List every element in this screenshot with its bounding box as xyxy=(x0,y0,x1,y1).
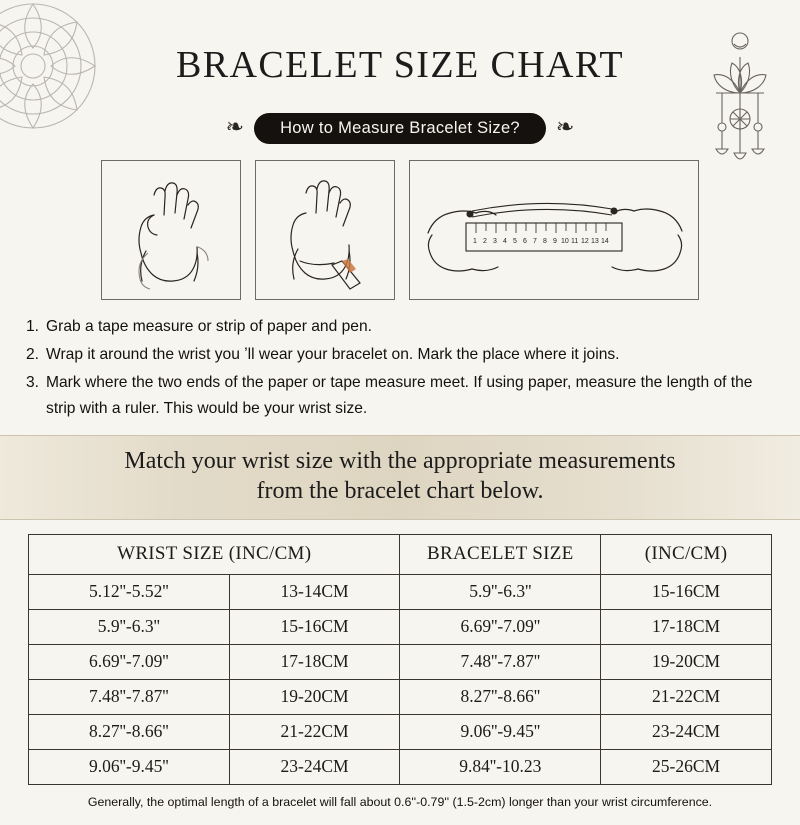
size-chart-table xyxy=(28,534,772,785)
cell-wrist-cm: 19-20CM xyxy=(229,680,400,715)
measure-steps-list xyxy=(26,314,774,421)
step-number: 3. xyxy=(26,374,40,392)
cell-bracelet-cm: 19-20CM xyxy=(601,645,772,680)
illustration-hand-with-tape-measure xyxy=(101,160,241,300)
illustration-hand-with-paper-strip xyxy=(255,160,395,300)
table-row xyxy=(29,680,772,715)
column-header-bracelet-size: BRACELET SIZE xyxy=(400,535,601,575)
page-title: BRACELET SIZE CHART xyxy=(176,44,624,87)
table-row xyxy=(29,645,772,680)
step-text: Grab a tape measure or strip of paper and pen. xyxy=(46,317,372,335)
cell-bracelet-cm: 21-22CM xyxy=(601,680,772,715)
match-size-banner xyxy=(0,435,800,521)
list-item xyxy=(26,342,774,367)
svg-text:9: 9 xyxy=(553,237,557,245)
svg-text:6: 6 xyxy=(523,237,527,245)
cell-wrist-cm: 21-22CM xyxy=(229,715,400,750)
banner-line-1: Match your wrist size with the appropriate measurements xyxy=(124,447,676,474)
table-row xyxy=(29,610,772,645)
flourish-left-icon: ❧ xyxy=(225,115,245,141)
table-header-row xyxy=(29,535,772,575)
cell-wrist-inches: 8.27''-8.66'' xyxy=(29,715,230,750)
svg-text:13: 13 xyxy=(591,237,599,245)
cell-bracelet-inches: 6.69''-7.09'' xyxy=(400,610,601,645)
table-row xyxy=(29,750,772,785)
list-item xyxy=(26,314,774,339)
cell-wrist-cm: 13-14CM xyxy=(229,575,400,610)
step-text: Wrap it around the wrist you ʼll wear your bracelet on. Mark the place where it joins. xyxy=(46,346,620,364)
step-number: 2. xyxy=(26,346,40,364)
svg-text:11: 11 xyxy=(571,237,579,245)
column-header-bracelet-unit: (INC/CM) xyxy=(601,535,772,575)
cell-wrist-inches: 7.48''-7.87'' xyxy=(29,680,230,715)
cell-bracelet-cm: 15-16CM xyxy=(601,575,772,610)
how-to-measure-pill: How to Measure Bracelet Size? xyxy=(254,113,546,144)
cell-bracelet-inches: 9.84''-10.23 xyxy=(400,750,601,785)
cell-bracelet-inches: 8.27''-8.66'' xyxy=(400,680,601,715)
list-item xyxy=(26,370,774,421)
cell-wrist-inches: 5.9''-6.3'' xyxy=(29,610,230,645)
svg-text:3: 3 xyxy=(493,237,497,245)
column-header-wrist-size: WRIST SIZE (INC/CM) xyxy=(29,535,400,575)
cell-wrist-cm: 23-24CM xyxy=(229,750,400,785)
table-row xyxy=(29,575,772,610)
illustration-strip xyxy=(0,160,800,300)
svg-text:10: 10 xyxy=(561,237,569,245)
table-row xyxy=(29,715,772,750)
cell-wrist-inches: 6.69''-7.09'' xyxy=(29,645,230,680)
cell-bracelet-inches: 5.9''-6.3'' xyxy=(400,575,601,610)
svg-text:5: 5 xyxy=(513,237,517,245)
step-number: 1. xyxy=(26,317,40,335)
svg-text:7: 7 xyxy=(533,237,537,245)
svg-text:12: 12 xyxy=(581,237,589,245)
cell-bracelet-inches: 7.48''-7.87'' xyxy=(400,645,601,680)
illustration-measuring-strip-with-ruler xyxy=(409,160,699,300)
cell-bracelet-inches: 9.06''-9.45'' xyxy=(400,715,601,750)
svg-text:2: 2 xyxy=(483,237,487,245)
svg-text:8: 8 xyxy=(543,237,547,245)
cell-wrist-inches: 5.12''-5.52'' xyxy=(29,575,230,610)
banner-line-2: from the bracelet chart below. xyxy=(256,477,544,504)
cell-wrist-cm: 15-16CM xyxy=(229,610,400,645)
cell-bracelet-cm: 23-24CM xyxy=(601,715,772,750)
cell-bracelet-cm: 17-18CM xyxy=(601,610,772,645)
cell-wrist-cm: 17-18CM xyxy=(229,645,400,680)
flourish-right-icon: ❧ xyxy=(555,115,575,141)
subtitle-row xyxy=(0,113,800,144)
svg-text:4: 4 xyxy=(503,237,507,245)
cell-bracelet-cm: 25-26CM xyxy=(601,750,772,785)
cell-wrist-inches: 9.06''-9.45'' xyxy=(29,750,230,785)
size-chart-table-wrap xyxy=(28,534,772,785)
svg-text:14: 14 xyxy=(601,237,609,245)
svg-text:1: 1 xyxy=(473,237,477,245)
footnote-text: Generally, the optimal length of a bracelet will fall about 0.6''-0.79'' (1.5-2cm) longer than your wrist circumference. xyxy=(87,795,713,810)
step-text: Mark where the two ends of the paper or tape measure meet. If using paper, measure the length of the strip with a ruler. This would be your wrist size. xyxy=(46,374,753,417)
